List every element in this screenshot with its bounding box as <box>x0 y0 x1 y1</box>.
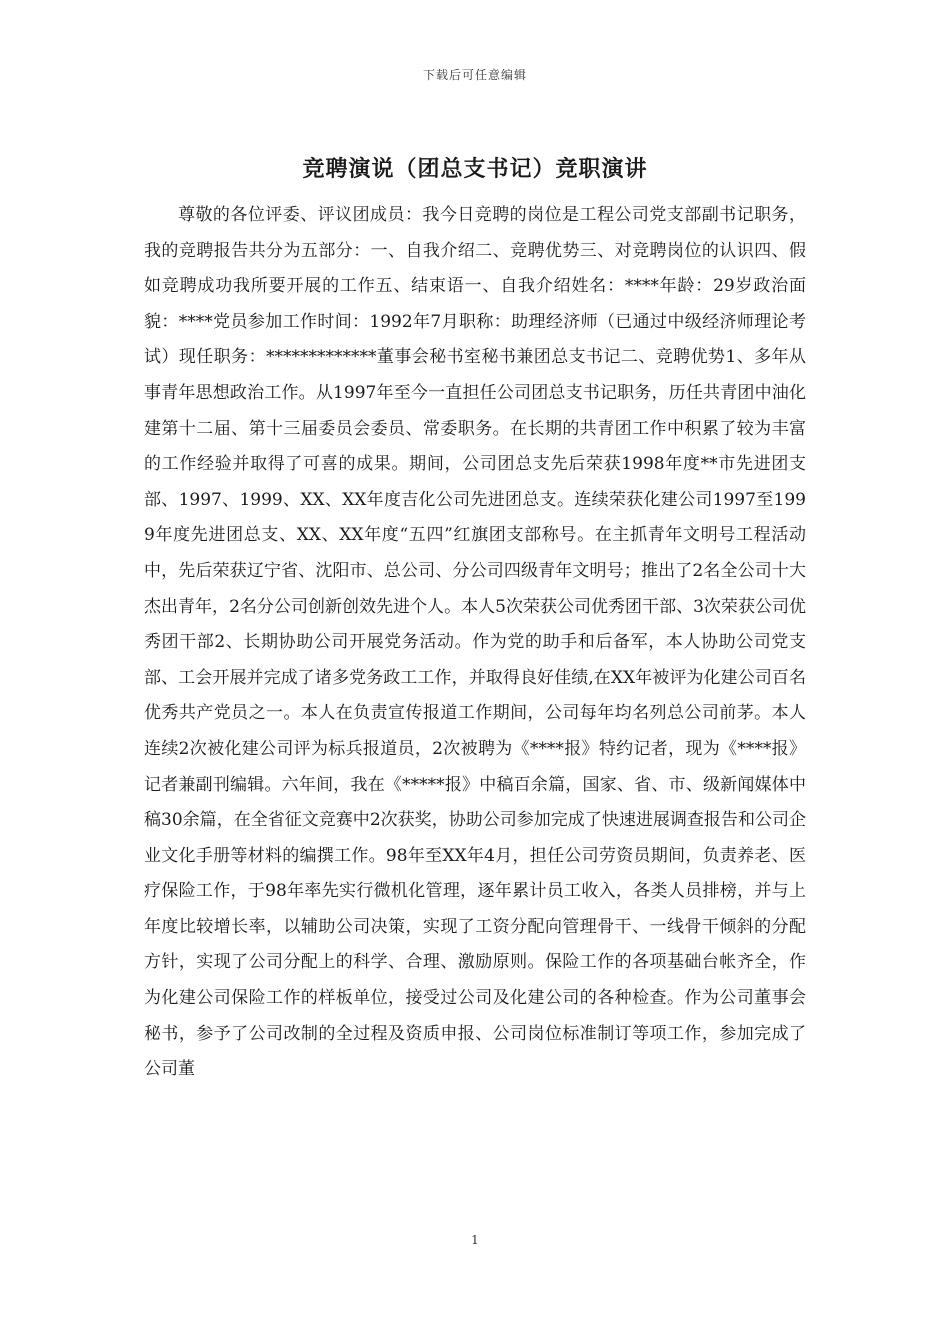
body-paragraph: 尊敬的各位评委、评议团成员：我今日竞聘的岗位是工程公司党支部副书记职务，我的竞聘报告共分为五部分：一、自我介绍二、竞聘优势三、对竞聘岗位的认识四、假如竞聘成功我所要开展的工作五、结束语一、自我介绍姓名：****年龄：29岁政治面貌：****党员参加工作时间：1992年7月职称：助理经济师（已通过中级经济师理论考试）现任职务：*************董事会秘书室秘书兼团总支书记二、竞聘优势1、多年从事青年思想政治工作。从1997年至今一直担任公司团总支书记职务，历任共青团中油化建第十二届、第十三届委员会委员、常委职务。在长期的共青团工作中积累了较为丰富的工作经验并取得了可喜的成果。期间，公司团总支先后荣获1998年度**市先进团支部、1997、1999、XX、XX年度吉化公司先进团总支。连续荣获化建公司1997至1999年度先进团总支、XX、XX年度“五四”红旗团支部称号。在主抓青年文明号工程活动中，先后荣获辽宁省、沈阳市、总公司、分公司四级青年文明号；推出了2名全公司十大杰出青年，2名分公司创新创效先进个人。本人5次荣获公司优秀团干部、3次荣获公司优秀团干部2、长期协助公司开展党务活动。作为党的助手和后备军，本人协助公司党支部、工会开展并完成了诸多党务政工工作，并取得良好佳绩,在XX年被评为化建公司百名优秀共产党员之一。本人在负责宣传报道工作期间，公司每年均名列总公司前茅。本人连续2次被化建公司评为标兵报道员，2次被聘为《****报》特约记者，现为《****报》记者兼副刊编辑。六年间，我在《*****报》中稿百余篇，国家、省、市、级新闻媒体中稿30余篇，在全省征文竞赛中2次获奖，协助公司参加完成了快速进展调查报告和公司企业文化手册等材料的编撰工作。98年至XX年4月，担任公司劳资员期间，负责养老、医疗保险工作，于98年率先实行微机化管理，逐年累计员工收入，各类人员排榜，并与上年度比较增长率，以辅助公司决策，实现了工资分配向管理骨干、一线骨干倾斜的分配方针，实现了公司分配上的科学、合理、激励原则。保险工作的各项基础台帐齐全，作为化建公司保险工作的样板单位，接受过公司及化建公司的各种检查。作为公司董事会秘书，参予了公司改制的全过程及资质申报、公司岗位标准制订等项工作，参加完成了公司董 <box>144 205 806 1080</box>
page-number: 1 <box>471 1233 479 1247</box>
document-title: 竞聘演说（团总支书记）竞职演讲 <box>302 156 648 182</box>
page-header: 下载后可任意编辑 <box>422 68 527 82</box>
